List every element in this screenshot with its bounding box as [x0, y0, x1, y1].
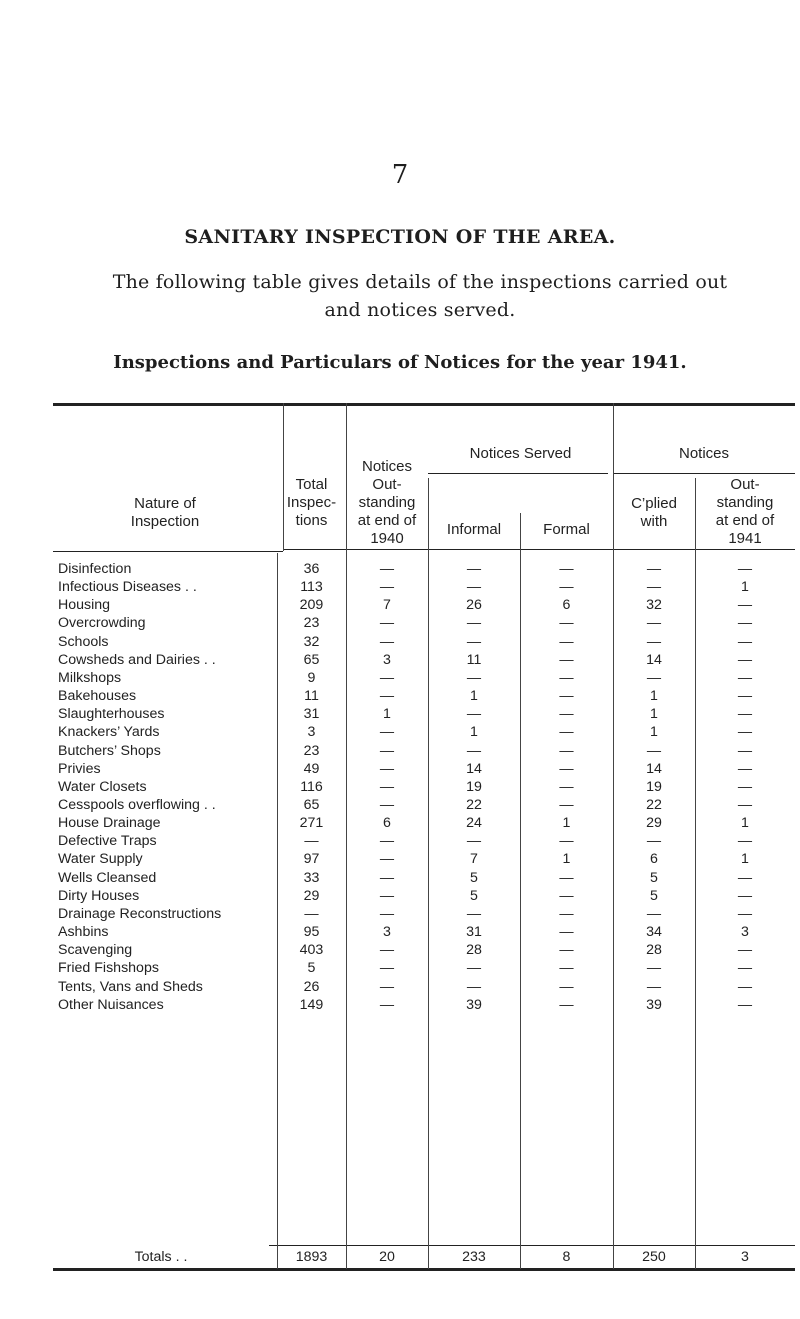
row-label-text: Ashbins [58, 924, 109, 940]
cell-complied: — [646, 978, 662, 995]
table-row [53, 888, 795, 905]
cell-informal: — [466, 960, 482, 977]
cell-complied: 29 [646, 815, 662, 832]
cell-total: 271 [299, 815, 324, 832]
cell-informal: 28 [466, 942, 482, 959]
cell-formal: — [559, 633, 574, 650]
cell-complied: — [646, 742, 662, 759]
cell-formal: — [559, 869, 574, 886]
row-label [58, 942, 276, 958]
row-label-text: House Drainage [58, 815, 161, 832]
cell-complied: 5 [650, 869, 658, 886]
table-top-rule [53, 403, 795, 406]
cell-formal: — [559, 561, 574, 577]
cell-out1940: — [379, 833, 395, 850]
cell-out1941: — [737, 651, 753, 668]
table-row [53, 670, 795, 687]
page-number: 7 [391, 160, 409, 190]
cell-informal: 11 [466, 651, 482, 668]
cell-informal: 26 [466, 597, 482, 614]
row-label [58, 724, 276, 740]
cell-out1941: — [737, 597, 753, 614]
table-row [53, 870, 795, 887]
row-label [58, 761, 276, 777]
cell-out1940: — [379, 724, 395, 741]
cell-total: 65 [303, 651, 320, 668]
cell-total: 33 [303, 869, 320, 886]
cell-informal: 31 [466, 924, 482, 940]
cell-informal: 39 [466, 996, 482, 1013]
cell-total: 32 [303, 633, 320, 650]
row-label [58, 634, 276, 650]
row-label-text: Disinfection [58, 561, 132, 577]
cell-total: 9 [307, 669, 316, 686]
cell-out1940: — [379, 778, 395, 795]
cell-informal: 24 [466, 815, 482, 832]
cell-formal: — [559, 905, 574, 922]
cell-informal: — [466, 615, 482, 632]
cell-out1940: 3 [383, 651, 391, 668]
cell-complied: — [646, 669, 662, 686]
table-row [53, 797, 795, 814]
cell-informal: 1 [470, 724, 478, 741]
cell-total: 403 [299, 942, 324, 959]
cell-total: 97 [303, 851, 320, 868]
cell-total: 65 [303, 796, 320, 813]
cell-complied: 6 [650, 851, 658, 868]
row-label-text: Schools [58, 633, 109, 650]
cell-total: 31 [303, 706, 320, 723]
cell-out1941: — [737, 688, 753, 704]
header-formal: Formal [543, 521, 590, 538]
cell-complied: — [646, 833, 662, 850]
table-row [53, 761, 795, 778]
table-row [53, 815, 795, 832]
row-label [58, 652, 276, 668]
cell-total: — [304, 905, 319, 922]
cell-informal: 5 [470, 887, 478, 904]
row-label-text: Fried Fishshops [58, 960, 159, 977]
cell-total: 36 [303, 561, 320, 577]
totals-complied: 250 [642, 1249, 666, 1265]
row-label [58, 779, 276, 795]
cell-out1941: 1 [741, 579, 749, 596]
cell-out1940: 3 [383, 924, 391, 940]
row-label-text: Other Nuisances [58, 996, 164, 1013]
cell-out1940: — [379, 905, 395, 922]
row-label-text: Slaughterhouses [58, 706, 165, 723]
row-label-text: Privies [58, 760, 101, 777]
row-label-text: Dirty Houses [58, 887, 140, 904]
cell-complied: 19 [646, 778, 662, 795]
row-label [58, 833, 276, 849]
cell-total: 116 [300, 778, 323, 795]
table-row [53, 743, 795, 760]
cell-formal: — [559, 960, 574, 977]
totals-rule [269, 1245, 795, 1246]
cell-complied: 14 [646, 760, 662, 777]
table-row [53, 851, 795, 868]
row-label-text: Infectious Diseases . . [58, 579, 197, 596]
cell-informal: — [466, 561, 482, 577]
cell-total: 3 [307, 724, 316, 741]
row-label-text: Cowsheds and Dairies . . [58, 651, 216, 668]
cell-complied: 32 [646, 597, 662, 614]
cell-out1941: — [737, 706, 753, 723]
row-label [58, 924, 276, 940]
cell-out1940: — [379, 561, 395, 577]
cell-out1940: — [379, 796, 395, 813]
row-label-text: Wells Cleansed [58, 869, 157, 886]
page-heading: SANITARY INSPECTION OF THE AREA. [184, 226, 616, 248]
row-label-text: Tents, Vans and Sheds [58, 978, 203, 995]
cell-total: 23 [303, 615, 320, 632]
header-informal: Informal [446, 521, 502, 538]
cell-out1941: — [737, 669, 753, 686]
row-label [58, 815, 276, 831]
cell-complied: — [646, 579, 662, 596]
cell-out1940: — [379, 978, 395, 995]
cell-out1941: — [737, 996, 753, 1013]
cell-out1941: — [737, 742, 753, 759]
totals-total: 1893 [295, 1249, 328, 1265]
inspections-table [53, 403, 795, 1275]
row-label-text: Bakehouses [58, 688, 137, 704]
cell-out1940: 6 [383, 815, 391, 832]
cell-total: — [304, 833, 319, 850]
cell-complied: 22 [646, 796, 662, 813]
cell-out1940: 1 [383, 706, 391, 723]
cell-total: 49 [303, 760, 320, 777]
cell-out1940: — [379, 633, 395, 650]
header-outstanding-1941: Out- standing at end of 1941 [715, 476, 775, 547]
row-label-text: Water Supply [58, 851, 143, 868]
header-notices: Notices [678, 445, 730, 462]
row-label [58, 670, 276, 686]
header-bottom-rule-left [53, 551, 283, 552]
cell-out1941: — [737, 887, 753, 904]
row-label-text: Defective Traps [58, 833, 157, 850]
cell-out1941: — [737, 869, 753, 886]
cell-total: 149 [299, 996, 324, 1013]
cell-informal: — [466, 833, 482, 850]
cell-out1941: — [737, 978, 753, 995]
cell-out1940: — [379, 996, 395, 1013]
cell-formal: — [559, 796, 574, 813]
cell-formal: — [559, 615, 574, 632]
cell-complied: 14 [646, 651, 662, 668]
cell-out1941: — [737, 960, 753, 977]
cell-out1941: — [737, 905, 753, 922]
cell-out1941: — [737, 760, 753, 777]
cell-formal: 1 [562, 851, 571, 868]
cell-formal: — [559, 742, 574, 759]
notices-rule [613, 473, 795, 474]
table-row [53, 688, 795, 705]
cell-total: 23 [303, 742, 320, 759]
header-notices-served: Notices Served [469, 445, 572, 462]
cell-informal: 22 [466, 796, 482, 813]
cell-informal: — [466, 706, 482, 723]
cell-total: 26 [303, 978, 320, 995]
cell-total: 95 [303, 924, 320, 940]
row-label [58, 579, 276, 595]
table-row [53, 579, 795, 596]
cell-complied: 28 [646, 942, 662, 959]
cell-out1941: 1 [741, 851, 749, 868]
cell-formal: — [559, 706, 574, 723]
cell-total: 29 [303, 887, 320, 904]
row-label-text: Water Closets [58, 778, 147, 795]
table-bottom-rule [53, 1268, 795, 1271]
cell-informal: — [466, 669, 482, 686]
row-label-text: Knackers’ Yards [58, 724, 160, 741]
table-row [53, 615, 795, 632]
cell-out1940: — [379, 942, 395, 959]
cell-total: 209 [299, 597, 324, 614]
cell-formal: — [559, 833, 574, 850]
row-label [58, 561, 276, 577]
cell-formal: — [559, 778, 574, 795]
cell-complied: 5 [650, 887, 658, 904]
cell-out1940: — [379, 615, 395, 632]
cell-complied: — [646, 905, 662, 922]
cell-out1940: — [379, 851, 395, 868]
row-label [58, 797, 276, 813]
cell-total: 113 [300, 579, 323, 596]
cell-out1941: — [737, 633, 753, 650]
row-label [58, 979, 276, 995]
cell-formal: — [559, 942, 574, 959]
header-nature: Nature of Inspection [130, 495, 200, 530]
table-row [53, 997, 795, 1014]
table-row [53, 561, 795, 578]
cell-out1940: — [379, 688, 395, 704]
cell-out1941: — [737, 561, 753, 577]
cell-informal: 7 [470, 851, 478, 868]
row-label [58, 851, 276, 867]
row-label-text: Drainage Reconstructions [58, 905, 222, 922]
cell-out1941: 3 [741, 924, 749, 940]
cell-formal: — [559, 688, 574, 704]
cell-complied: — [646, 561, 662, 577]
cell-complied: 39 [646, 996, 662, 1013]
row-label-text: Overcrowding [58, 615, 146, 632]
table-row [53, 724, 795, 741]
row-label [58, 960, 276, 976]
intro-paragraph: The following table gives details of the inspections carried out and notices served. [112, 271, 728, 321]
table-row [53, 652, 795, 669]
row-label [58, 688, 276, 704]
table-row [53, 906, 795, 923]
header-total: Total Inspec- tions [286, 476, 337, 529]
cell-out1941: — [737, 778, 753, 795]
cell-informal: 1 [470, 688, 478, 704]
cell-informal: — [466, 742, 482, 759]
cell-complied: 1 [650, 724, 658, 741]
cell-out1940: — [379, 760, 395, 777]
row-label-text: Cesspools overflowing . . [58, 796, 216, 813]
cell-out1940: — [379, 960, 395, 977]
cell-formal: — [559, 724, 574, 741]
cell-out1941: — [737, 833, 753, 850]
totals-row [53, 1249, 795, 1266]
totals-out1941: 3 [741, 1249, 749, 1265]
cell-complied: — [646, 633, 662, 650]
cell-out1940: — [379, 869, 395, 886]
table-title: Inspections and Particulars of Notices for the year 1941. [113, 352, 687, 373]
table-row [53, 597, 795, 614]
row-label [58, 888, 276, 904]
cell-informal: — [466, 978, 482, 995]
cell-complied: 1 [650, 688, 658, 704]
table-row [53, 942, 795, 959]
cell-out1941: — [737, 942, 753, 959]
cell-informal: 14 [466, 760, 482, 777]
row-label [58, 997, 276, 1013]
cell-formal: — [559, 887, 574, 904]
header-bottom-rule-right [283, 549, 795, 550]
cell-complied: — [646, 615, 662, 632]
totals-informal: 233 [462, 1249, 486, 1265]
row-label [58, 597, 276, 613]
cell-formal: — [559, 924, 574, 940]
cell-complied: 34 [646, 924, 662, 940]
cell-out1940: — [379, 579, 395, 596]
cell-informal: — [466, 905, 482, 922]
row-label [58, 706, 276, 722]
cell-formal: 1 [562, 815, 571, 832]
cell-informal: 5 [470, 869, 478, 886]
row-label-text: Housing [58, 597, 111, 614]
row-label [58, 615, 276, 631]
cell-out1941: — [737, 724, 753, 741]
cell-complied: — [646, 960, 662, 977]
cell-formal: — [559, 669, 574, 686]
totals-formal: 8 [562, 1249, 571, 1265]
notices-served-rule [428, 473, 608, 474]
cell-formal: — [559, 579, 574, 596]
cell-out1940: — [379, 669, 395, 686]
cell-informal: — [466, 633, 482, 650]
row-label [58, 906, 276, 922]
header-outstanding-1940: Notices Out- standing at end of 1940 [357, 458, 417, 547]
table-row [53, 634, 795, 651]
cell-formal: — [559, 760, 574, 777]
cell-formal: 6 [562, 597, 571, 614]
table-row [53, 779, 795, 796]
row-label-text: Milkshops [58, 669, 122, 686]
cell-formal: — [559, 651, 574, 668]
totals-out1940: 20 [379, 1249, 395, 1265]
cell-formal: — [559, 978, 574, 995]
cell-out1940: 7 [383, 597, 391, 614]
cell-total: 11 [304, 688, 319, 704]
cell-informal: — [466, 579, 482, 596]
header-complied: C’plied with [631, 495, 677, 530]
row-label-text: Scavenging [58, 942, 133, 959]
cell-total: 5 [307, 960, 316, 977]
row-label-text: Butchers’ Shops [58, 742, 161, 759]
cell-out1941: — [737, 615, 753, 632]
cell-out1940: — [379, 887, 395, 904]
cell-informal: 19 [466, 778, 482, 795]
table-row [53, 833, 795, 850]
table-row [53, 960, 795, 977]
cell-out1941: — [737, 796, 753, 813]
totals-label: Totals . . [134, 1249, 188, 1265]
cell-formal: — [559, 996, 574, 1013]
table-row [53, 979, 795, 996]
row-label [58, 743, 276, 759]
table-row [53, 706, 795, 723]
cell-out1941: 1 [741, 815, 749, 832]
row-label [58, 870, 276, 886]
table-row [53, 924, 795, 941]
cell-complied: 1 [650, 706, 658, 723]
cell-out1940: — [379, 742, 395, 759]
